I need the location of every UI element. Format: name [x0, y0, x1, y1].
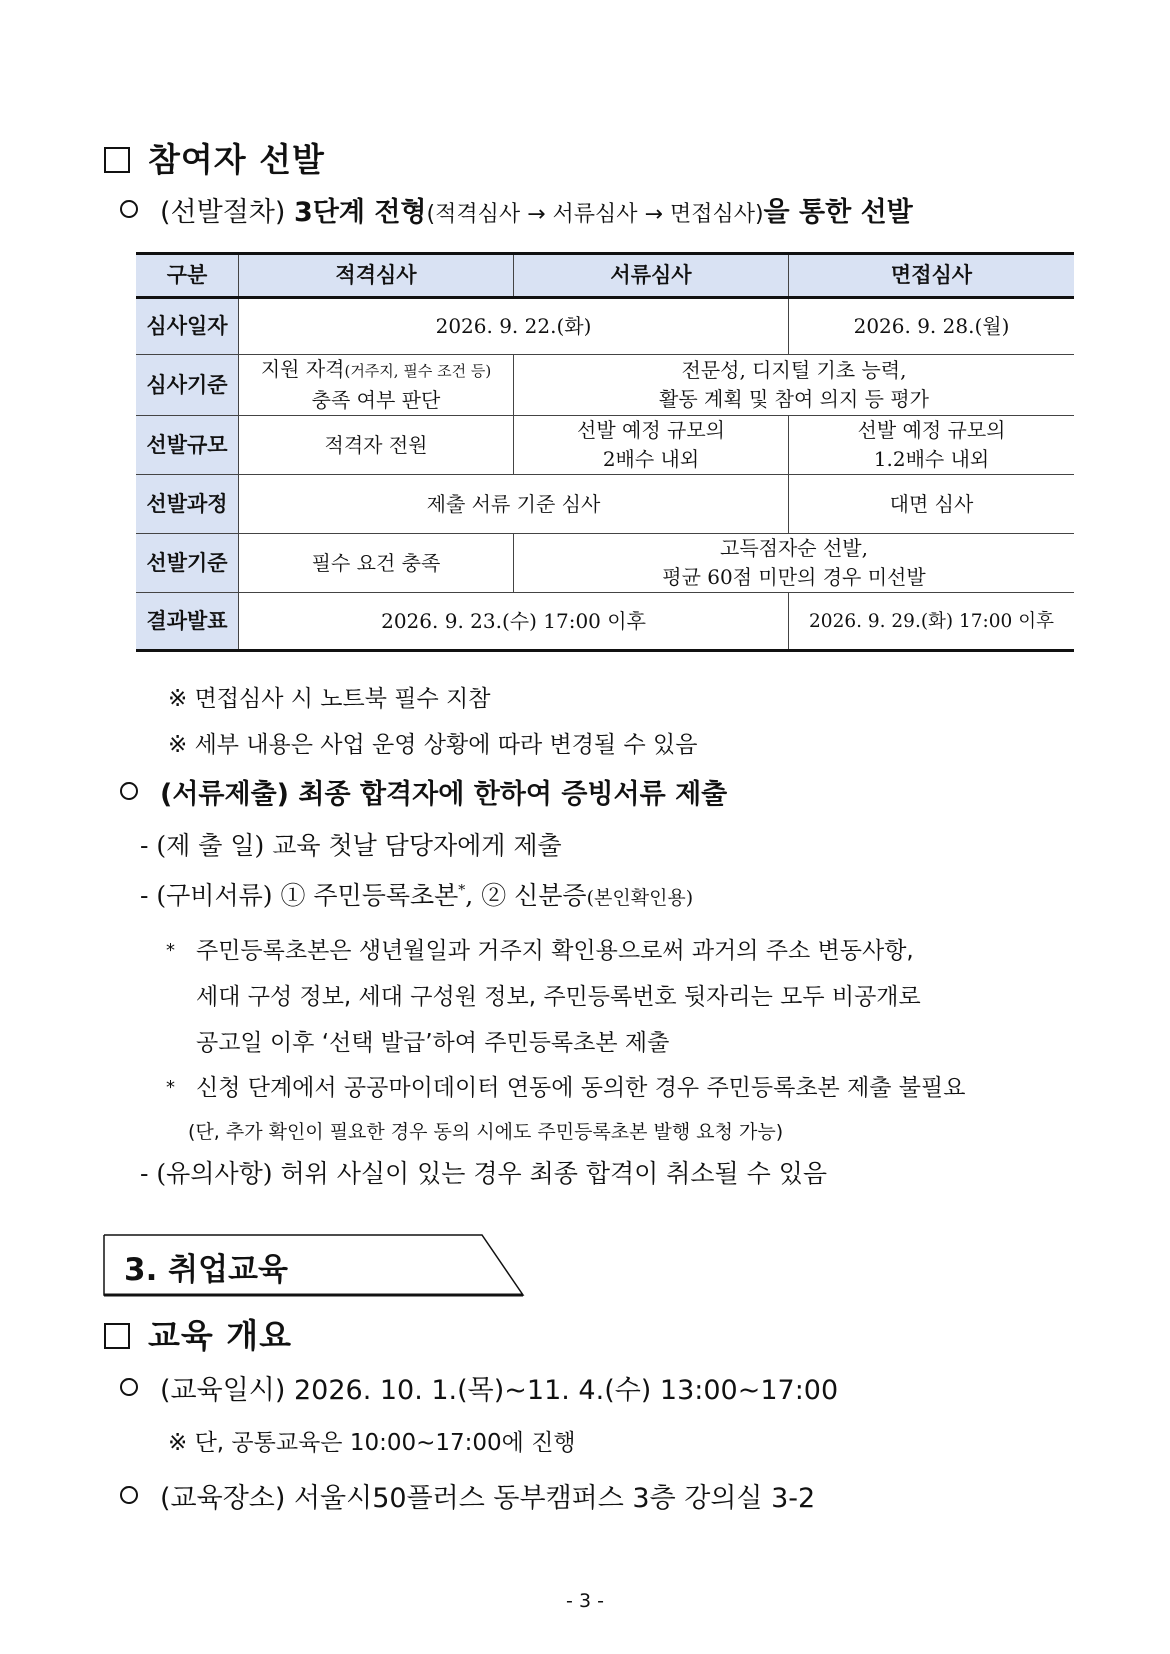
note-common-education: ※ 단, 공통교육은 10:00~17:00에 진행 [168, 1430, 576, 1456]
table-cell: 2026. 9. 29.(화) 17:00 이후 [789, 593, 1075, 651]
circle-bullet-icon [120, 200, 138, 218]
table-cell: 2026. 9. 28.(월) [789, 298, 1075, 355]
table-header-row [136, 254, 1074, 298]
circle-bullet-icon [120, 782, 138, 800]
table-row [136, 355, 1074, 416]
heading-education-overview: 교육 개요 [104, 1310, 292, 1357]
circle-bullet-icon [120, 1378, 138, 1396]
row-label: 심사기준 [136, 355, 239, 416]
row-label: 선발규모 [136, 416, 239, 475]
table-cell: 2026. 9. 22.(화) [239, 298, 789, 355]
table-cell: 대면 심사 [789, 475, 1075, 534]
table-row [136, 593, 1074, 651]
row-label: 심사일자 [136, 298, 239, 355]
table-cell: 선발 예정 규모의 1.2배수 내외 [789, 416, 1075, 475]
circle-bullet-icon [120, 1486, 138, 1504]
star-note-mydata: * 신청 단계에서 공공마이데이터 연동에 동의한 경우 주민등록초본 제출 불필요 (단, 추가 확인이 필요한 경우 동의 시에도 주민등록초본 발행 요청 가능) [166, 1075, 966, 1143]
bullet-education-location: (교육장소) 서울시50플러스 동부캠퍼스 3층 강의실 3-2 [120, 1476, 815, 1515]
star-note-resident-registration: * 주민등록초본은 생년월일과 거주지 확인용으로써 과거의 주소 변동사항, 세대 구성 정보, 세대 구성원 정보, 주민등록번호 뒷자리는 모두 비공개로 공고일 이후 ‘선택 발급’하여 주민등록초본 제출 [166, 938, 921, 1056]
table-cell: 고득점자순 선발, 평균 60점 미만의 경우 미선발 [514, 534, 1075, 593]
table-cell: 필수 요건 충족 [239, 534, 514, 593]
table-cell: 적격자 전원 [239, 416, 514, 475]
dash-caution: - (유의사항) 허위 사실이 있는 경우 최종 합격이 취소될 수 있음 [140, 1159, 828, 1188]
dash-submission-date: - (제 출 일) 교육 첫날 담당자에게 제출 [140, 831, 562, 860]
bullet-selection-procedure: (선발절차) 3단계 전형(적격심사 → 서류심사 → 면접심사)을 통한 선발 [120, 190, 913, 229]
table-row [136, 298, 1074, 355]
note-subject-to-change: ※ 세부 내용은 사업 운영 상황에 따라 변경될 수 있음 [168, 732, 698, 758]
table-cell: 2026. 9. 23.(수) 17:00 이후 [239, 593, 789, 651]
header-eligibility: 적격심사 [239, 254, 514, 298]
heading-participant-selection: 참여자 선발 [104, 134, 325, 181]
table-row [136, 475, 1074, 534]
header-interview: 면접심사 [789, 254, 1075, 298]
checkbox-square-icon [104, 147, 130, 173]
table-cell: 지원 자격(거주지, 필수 조건 등) 충족 여부 판단 [239, 355, 514, 416]
page-number: - 3 - [566, 1590, 604, 1612]
row-label: 결과발표 [136, 593, 239, 651]
checkbox-square-icon [104, 1323, 130, 1349]
table-cell: 선발 예정 규모의 2배수 내외 [514, 416, 789, 475]
table-cell: 제출 서류 기준 심사 [239, 475, 789, 534]
bullet-education-datetime: (교육일시) 2026. 10. 1.(목)~11. 4.(수) 13:00~17:00 [120, 1368, 838, 1407]
header-category: 구분 [136, 254, 239, 298]
header-document: 서류심사 [514, 254, 789, 298]
row-label: 선발기준 [136, 534, 239, 593]
bullet-document-submission: (서류제출) 최종 합격자에 한하여 증빙서류 제출 [120, 772, 727, 811]
table-row [136, 534, 1074, 593]
dash-required-docs: - (구비서류) ① 주민등록초본*, ② 신분증(본인확인용) [140, 881, 694, 910]
section-title: 3. 취업교육 [124, 1252, 288, 1288]
selection-table [136, 252, 1074, 652]
note-laptop: ※ 면접심사 시 노트북 필수 지참 [168, 686, 491, 712]
table-cell: 전문성, 디지털 기초 능력, 활동 계획 및 참여 의지 등 평가 [514, 355, 1075, 416]
table-row [136, 416, 1074, 475]
row-label: 선발과정 [136, 475, 239, 534]
